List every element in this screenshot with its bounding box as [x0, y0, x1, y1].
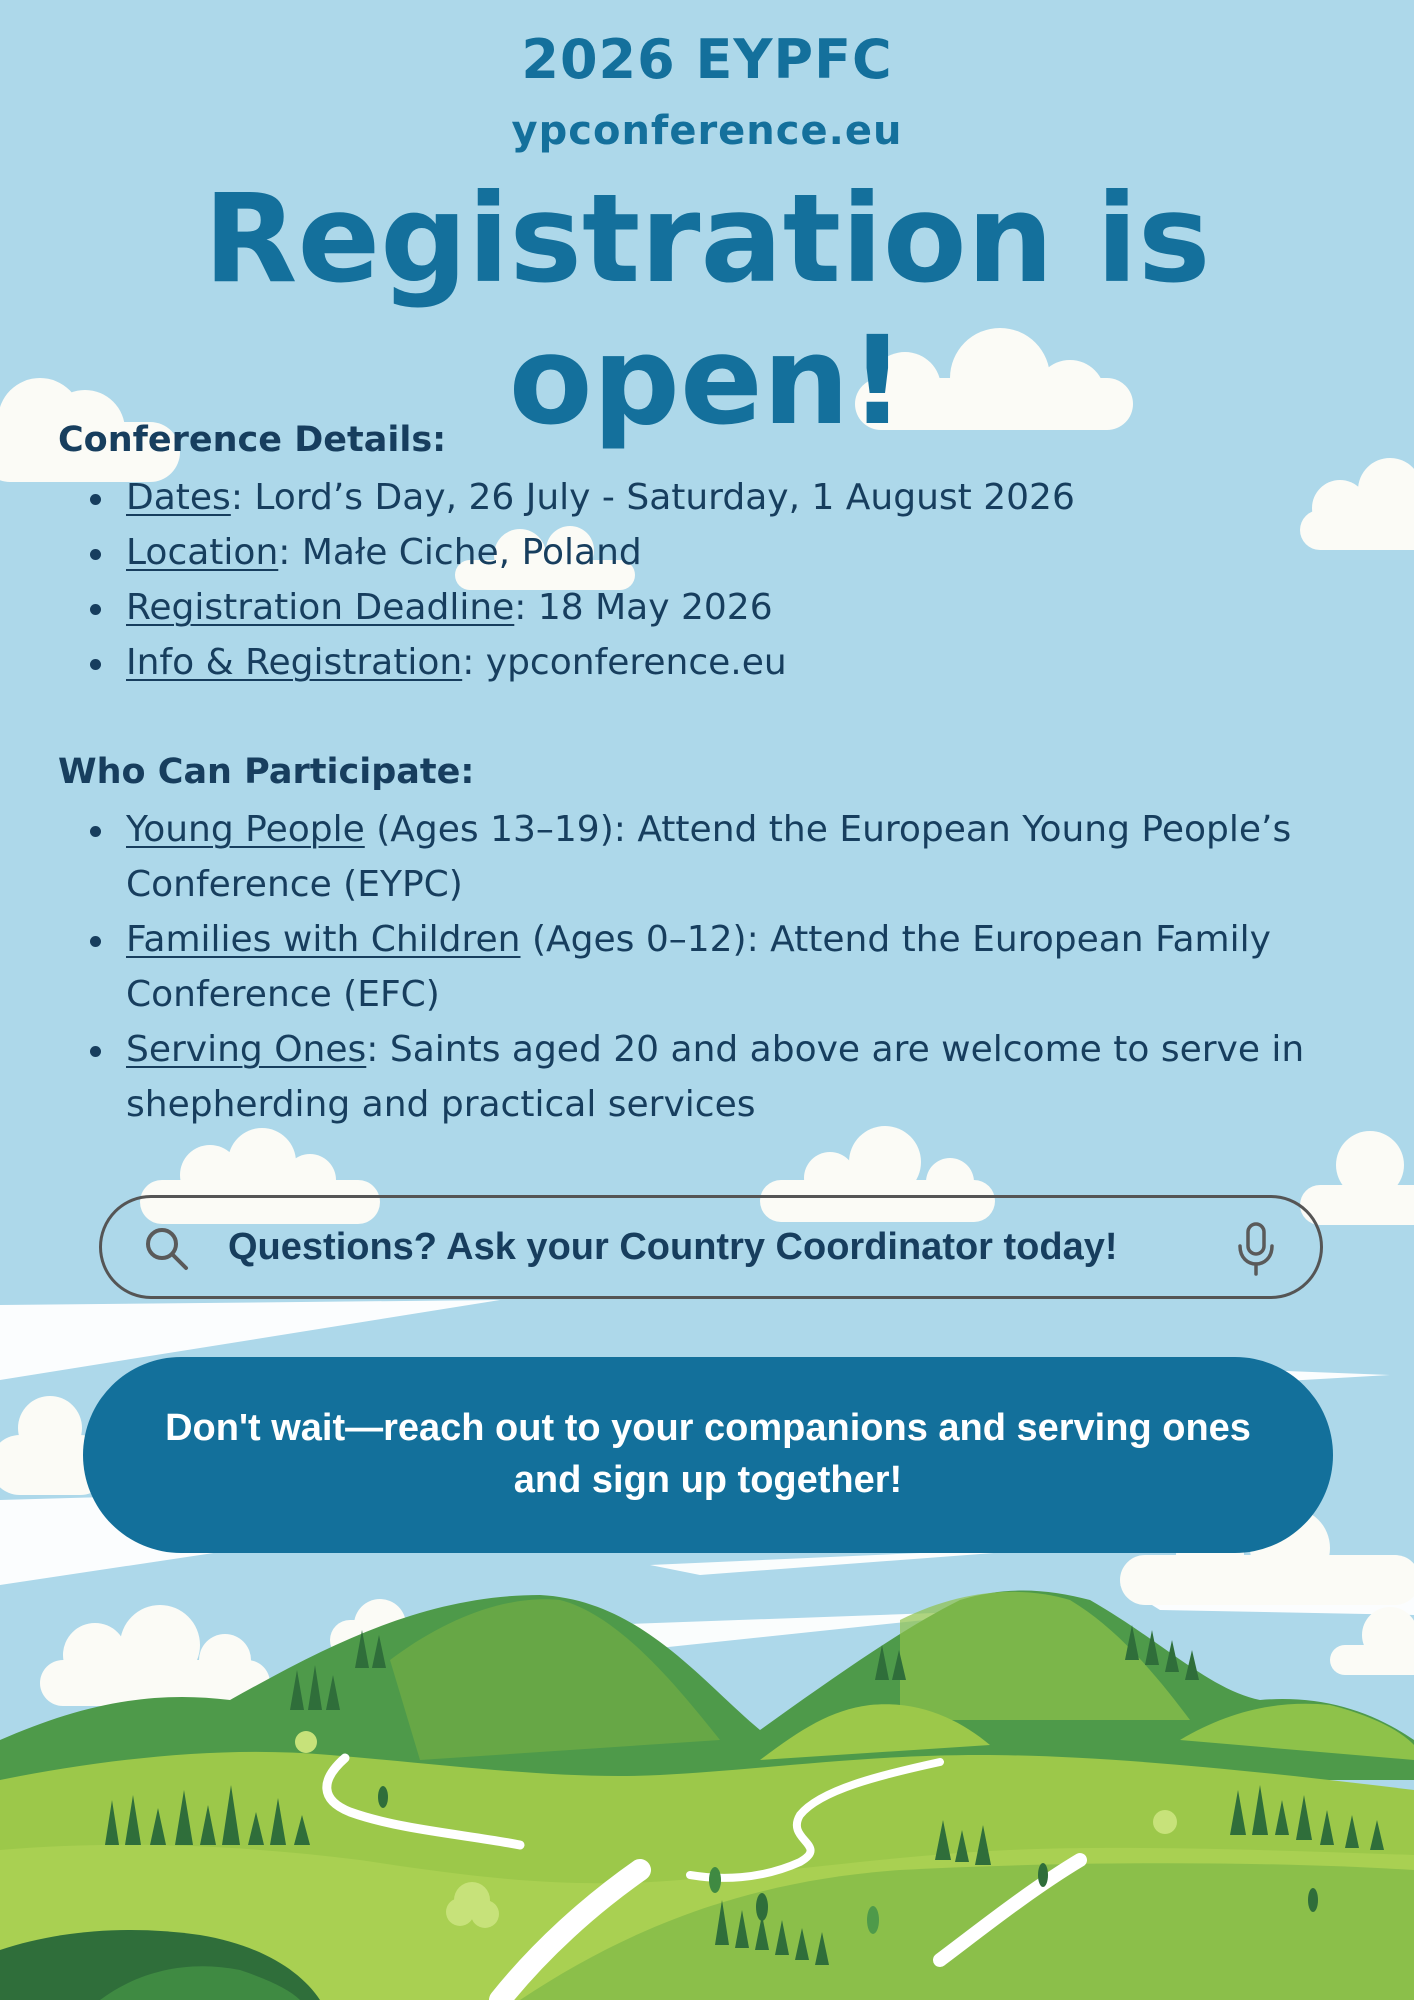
list-item — [90, 1022, 1320, 1132]
serving-ones-value: : Saints aged 20 and above are welcome to serve in shepherding and practical services — [126, 1029, 1305, 1125]
serving-ones-label: Serving Ones — [126, 1029, 367, 1070]
cloud — [1330, 1607, 1414, 1675]
conference-details-list — [90, 470, 1320, 690]
participants-list — [90, 802, 1320, 1132]
search-bar-text: Questions? Ask your Country Coordinator today! — [228, 1226, 1118, 1268]
dates-label: Dates — [126, 477, 231, 518]
list-item — [90, 580, 1320, 635]
families-value: (Ages 0–12): Attend the European Family Conference (EFC) — [126, 919, 1271, 1015]
info-registration-value: : ypconference.eu — [462, 642, 787, 683]
list-item — [90, 802, 1320, 912]
list-item — [90, 525, 1320, 580]
conference-title: 2026 EYPFC — [521, 28, 893, 91]
young-people-value: (Ages 13–19): Attend the European Young People’s Conference (EYPC) — [126, 809, 1292, 905]
location-value: : Małe Ciche, Poland — [278, 532, 642, 573]
list-item — [90, 470, 1320, 525]
headline: Registration is open! — [203, 168, 1211, 452]
microphone-icon[interactable] — [1234, 1222, 1278, 1276]
questions-search-bar[interactable] — [99, 1195, 1323, 1299]
cloud — [40, 1605, 270, 1706]
participants-title: Who Can Participate: — [58, 752, 475, 792]
location-label: Location — [126, 532, 279, 573]
website-link[interactable]: ypconference.eu — [511, 108, 903, 154]
cloud — [1300, 1131, 1414, 1225]
info-registration-label[interactable]: Info & Registration — [126, 642, 463, 683]
young-people-label: Young People — [126, 809, 365, 850]
dates-value: : Lord’s Day, 26 July - Saturday, 1 August 2026 — [230, 477, 1075, 518]
list-item — [90, 912, 1320, 1022]
list-item — [90, 635, 1320, 690]
deadline-value: : 18 May 2026 — [514, 587, 773, 628]
deadline-label: Registration Deadline — [126, 587, 515, 628]
call-to-action-banner: Don't wait—reach out to your companions and serving ones and sign up together! — [83, 1357, 1333, 1553]
conference-details-title: Conference Details: — [58, 420, 447, 460]
search-icon — [142, 1224, 190, 1272]
families-label: Families with Children — [126, 919, 521, 960]
